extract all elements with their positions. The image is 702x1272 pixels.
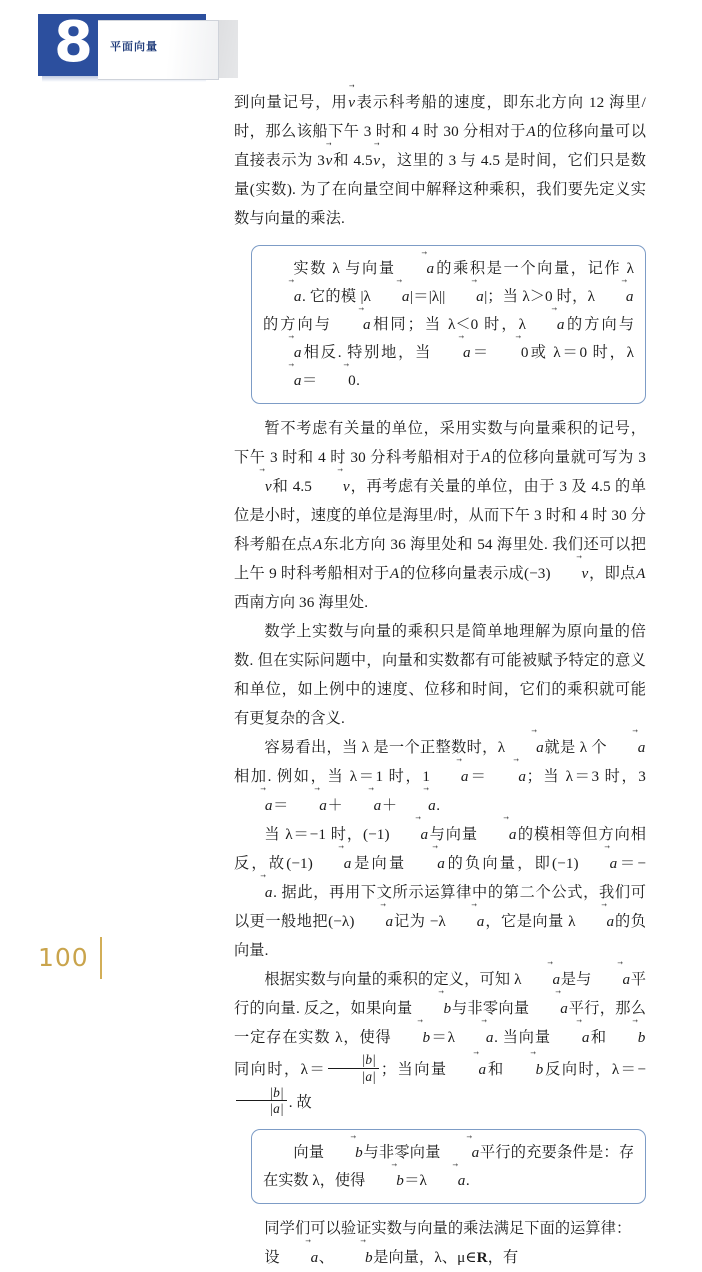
text-run: 是与	[560, 971, 592, 988]
paragraph-2	[234, 414, 646, 617]
vector-a: a →	[406, 849, 445, 878]
math-A: A	[636, 565, 646, 582]
vector-a: a →	[263, 367, 302, 395]
text-run: 就是 λ 个	[544, 739, 607, 756]
footer-divider	[100, 937, 102, 979]
text-run: ＝λ	[404, 1172, 427, 1190]
paragraph-4	[234, 733, 646, 820]
text-run: 、	[318, 1249, 335, 1267]
paragraph-3: 数学上实数与向量的乘积只是简单地理解为原向量的倍数. 但在实际问题中，向量和实数都有可能被赋予特定的意义和单位，如上例中的速度、位移和时间，它们的乘积就可能有更复杂的含义.	[234, 623, 646, 727]
text-run: 是向量	[352, 855, 407, 872]
text-run: . 当向量	[494, 1029, 551, 1046]
vector-a: a →	[607, 733, 646, 762]
text-run: 和	[486, 1060, 505, 1078]
text-run: ；当 λ＝3 时，3	[526, 768, 646, 785]
fraction-ratio-opposite-direction	[236, 1085, 287, 1118]
math-A: A	[389, 565, 400, 582]
vector-a: a →	[488, 762, 527, 791]
text-run: 相同；当 λ＜0 时，λ	[371, 316, 526, 333]
text-run: 平行，那么一定存在实数 λ，使得	[234, 1000, 647, 1046]
vector-a: a →	[397, 791, 436, 820]
vector-a: a →	[280, 1243, 319, 1272]
vector-a: a →	[551, 1023, 590, 1052]
text-run: 的位移向量可以直接表示为 3	[234, 123, 646, 169]
vector-v: v →	[234, 472, 272, 501]
math-real-numbers-R: R	[476, 1249, 488, 1267]
text-run: 反向时，λ＝−	[543, 1060, 647, 1078]
text-run: 平行的充要条件是：存在实数 λ，使得	[263, 1144, 635, 1190]
text-run: 的乘积是一个向量，记作 λ	[434, 260, 634, 277]
definition-box-scalar-multiplication	[251, 245, 646, 404]
text-run: ，这里的 3 与 4.5 是时间，它们只是数量(实数). 为了在向量空间中解释这种乘积，我们要先定义实数与向量的乘法.	[234, 152, 646, 227]
text-run: ＋	[381, 797, 398, 814]
text-run: ＝	[469, 768, 488, 785]
vector-a: a →	[234, 878, 273, 907]
text-run: 记为 −λ	[393, 913, 446, 930]
vector-a: a →	[263, 283, 302, 311]
vector-a: a →	[432, 339, 471, 367]
vector-b: b →	[607, 1023, 646, 1052]
vector-a: a →	[526, 311, 565, 339]
text-run: 平行的向量. 反之，如果向量	[234, 971, 647, 1017]
vector-a: a →	[355, 907, 394, 936]
text-run: 与非零向量	[451, 1000, 530, 1017]
text-run: 暂不考虑有关量的单位，采用实数与向量乘积的记号，下午 3 时和 4 时 30 分科考船相对于	[234, 420, 646, 466]
vector-a: a →	[529, 994, 568, 1023]
text-run: 根据实数与向量的乘积的定义，可知 λ	[264, 971, 522, 988]
text-run: 表示科考船的速度，即东北方向 12 海里/时，那么该船下午 3 时和 4 时 30 分相对于	[234, 94, 647, 140]
text-run: . 据此，再用下文所示运算律中的第二个公式，我们可以更一般地把(−λ)	[234, 884, 646, 930]
vector-v: v →	[348, 88, 356, 117]
math-A: A	[313, 536, 323, 553]
text-run: 的模相等但方向相反，故(−1)	[234, 826, 646, 872]
fraction-denominator: |a|	[236, 1100, 287, 1117]
vector-a: a →	[455, 1023, 494, 1052]
text-run: 的负向量，即(−1)	[445, 855, 579, 872]
vector-a: a →	[396, 255, 435, 283]
vector-v: v →	[325, 146, 333, 175]
paragraph-7: 同学们可以验证实数与向量的乘法满足下面的运算律：	[264, 1220, 632, 1238]
text-run: ＋	[327, 797, 343, 814]
vector-a: a →	[595, 283, 634, 311]
vector-b: b →	[392, 1023, 431, 1052]
text-run: 的方向与	[263, 316, 333, 333]
vector-b: b →	[413, 994, 452, 1023]
vector-v: v →	[551, 559, 589, 588]
text-run: 容易看出，当 λ 是一个正整数时，λ	[264, 739, 506, 756]
vector-a: a →	[445, 283, 484, 311]
text-run: .	[465, 1172, 470, 1190]
text-run: . 故	[288, 1093, 312, 1111]
text-run: 和	[590, 1029, 607, 1046]
vector-a: a →	[390, 820, 429, 849]
vector-a: a →	[371, 283, 410, 311]
theorem-box-text	[263, 1139, 634, 1195]
text-run: ＝λ	[430, 1029, 456, 1046]
vector-b: b →	[505, 1055, 544, 1084]
vector-v: v →	[373, 146, 381, 175]
text-run: ＝	[301, 372, 318, 389]
text-run: 实数 λ 与向量	[293, 260, 396, 277]
text-run: ，即点	[588, 565, 636, 582]
text-run: 向量	[293, 1144, 325, 1162]
fraction-ratio-same-direction	[328, 1052, 379, 1085]
text-run: ，再考虑有关量的单位，由于 3 及 4.5 的单位是小时，速度的单位是海里/时，从而下午 3 时和 4 时 30 分科考船在点	[234, 478, 647, 553]
text-run: 同向时，λ＝	[234, 1060, 327, 1078]
theorem-box-parallel-condition	[251, 1129, 646, 1204]
vector-a: a →	[446, 907, 485, 936]
vector-a: a →	[576, 907, 615, 936]
vector-b: b →	[334, 1243, 373, 1272]
definition-box-text	[263, 255, 634, 395]
text-run: 到向量记号，用	[234, 94, 348, 111]
text-run: 的位移向量就可写为 3	[491, 449, 646, 466]
fraction-numerator: |b|	[269, 1084, 284, 1100]
vector-a: a →	[332, 311, 371, 339]
vector-a: a →	[430, 762, 469, 791]
vector-b: b →	[365, 1167, 404, 1195]
text-run: ＝−	[617, 855, 646, 872]
text-run: 设	[264, 1249, 280, 1267]
text-run: ＝	[273, 797, 289, 814]
text-run: 东北方向 36 海里处和 54 海里处. 我们还可以把上午 9 时科考船相对于	[234, 536, 646, 582]
text-run: ＝	[471, 344, 490, 361]
vector-a: a →	[592, 965, 631, 994]
page-footer	[0, 933, 702, 993]
vector-b: b →	[324, 1139, 363, 1167]
text-run: 和 4.5	[272, 478, 312, 495]
vector-a: a →	[427, 1167, 466, 1195]
text-run: |；当 λ＞0 时，λ	[484, 288, 596, 305]
zero-vector: 0 →	[317, 367, 356, 395]
vector-a: a →	[288, 791, 327, 820]
vector-a: a →	[263, 339, 302, 367]
math-A: A	[526, 123, 536, 140]
text-run: 的位移向量表示成(−3)	[399, 565, 551, 582]
chapter-number: 8	[54, 10, 92, 75]
vector-a: a →	[441, 1139, 480, 1167]
text-run: 是向量，λ、μ∈	[373, 1249, 477, 1267]
fraction-denominator: |a|	[328, 1068, 379, 1085]
fraction-numerator: |b|	[361, 1052, 376, 1067]
vector-a: a →	[478, 820, 517, 849]
text-run: 与向量	[428, 826, 478, 843]
text-run: . 它的模 |λ	[301, 288, 371, 305]
text-run: 或 λ＝0 时，λ	[528, 344, 635, 361]
vector-v: v →	[312, 472, 350, 501]
text-run: .	[356, 372, 360, 389]
chapter-title: 平面向量	[110, 40, 158, 53]
text-run: ，它是向量 λ	[484, 913, 576, 930]
text-run: 的负向量.	[234, 913, 647, 959]
text-run: ，有	[487, 1249, 519, 1267]
text-run: 相加. 例如，当 λ＝1 时，1	[234, 768, 431, 785]
page-number: 100	[38, 943, 89, 972]
zero-vector: 0 →	[490, 339, 529, 367]
text-run: 当 λ＝−1 时，(−1)	[264, 826, 390, 843]
page-content	[234, 88, 646, 1272]
text-run: |＝|λ||	[409, 288, 446, 305]
vector-a: a →	[448, 1055, 487, 1084]
text-run: 相反. 特别地，当	[301, 344, 433, 361]
text-run: ；当向量	[380, 1060, 448, 1078]
vector-a: a →	[234, 791, 273, 820]
text-run: .	[436, 797, 441, 814]
text-run: 与非零向量	[363, 1144, 441, 1162]
vector-a: a →	[313, 849, 352, 878]
text-run: 西南方向 36 海里处.	[234, 594, 369, 611]
vector-a: a →	[343, 791, 382, 820]
text-run: 和 4.5	[332, 152, 373, 169]
paragraph-1	[234, 88, 646, 233]
vector-a: a →	[579, 849, 618, 878]
paragraph-8	[234, 1243, 646, 1272]
vector-a: a →	[505, 733, 544, 762]
vector-a: a →	[522, 965, 561, 994]
text-run: 的方向与	[564, 316, 635, 333]
math-A: A	[481, 449, 491, 466]
